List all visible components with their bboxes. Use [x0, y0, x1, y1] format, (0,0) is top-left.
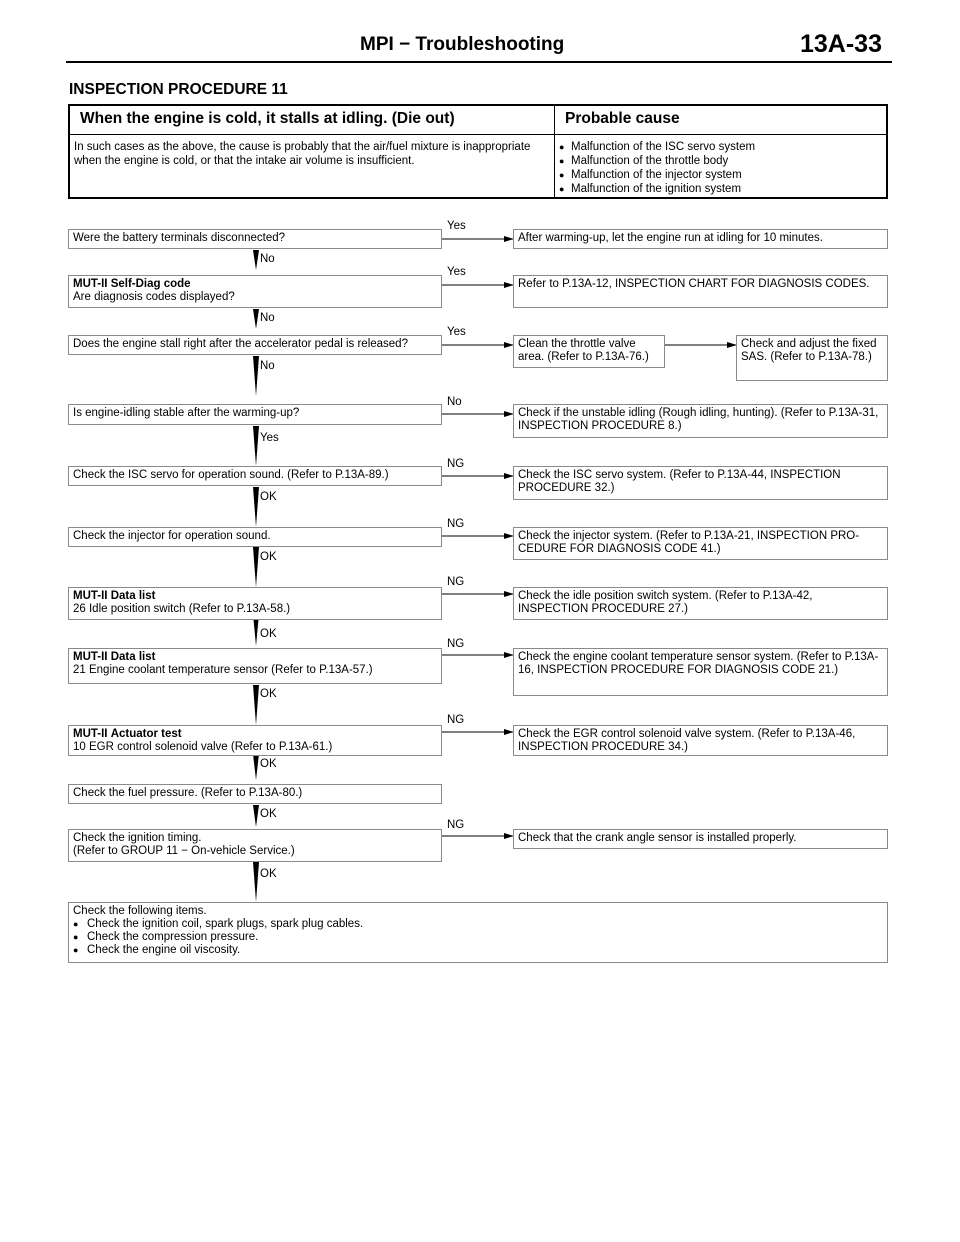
branch-label: Yes: [447, 220, 466, 232]
step-ignition-timing: Check the ignition timing. (Refer to GROUP 11 − On-vehicle Service.): [68, 829, 442, 862]
result-diagnosis-chart: Refer to P.13A-12, INSPECTION CHART FOR DIAGNOSIS CODES.: [513, 275, 888, 308]
next-label: No: [260, 360, 275, 372]
next-label: OK: [260, 758, 277, 770]
result-warm-up-idle: After warming-up, let the engine run at idling for 10 minutes.: [513, 229, 888, 249]
step-battery-terminals: Were the battery terminals disconnected?: [68, 229, 442, 249]
step-isc-servo-sound: Check the ISC servo for operation sound. (Refer to P.13A-89.): [68, 466, 442, 486]
mut-prefix: MUT-II: [73, 590, 108, 602]
page-header-title: MPI − Troubleshooting: [360, 34, 565, 55]
step-fuel-pressure: Check the fuel pressure. (Refer to P.13A-80.): [68, 784, 442, 804]
next-label: No: [260, 312, 275, 324]
next-label: No: [260, 253, 275, 265]
next-label: Yes: [260, 432, 279, 444]
result-idle-switch-system: Check the idle position switch system. (Refer to P.13A-42, INSPECTION PROCEDURE 27.): [513, 587, 888, 620]
final-item: ● Check the engine oil viscosity.: [73, 944, 883, 957]
final-item: ● Check the compression pressure.: [73, 931, 883, 944]
next-label: OK: [260, 491, 277, 503]
branch-label: NG: [447, 458, 465, 470]
mut-prefix: MUT-II: [73, 651, 108, 663]
cause-item: ● Malfunction of the throttle body: [559, 154, 882, 168]
mut-prefix: MUT-II: [73, 728, 108, 740]
final-item: ● Check the ignition coil, spark plugs, spark plug cables.: [73, 918, 883, 931]
symptom-description: In such cases as the above, the cause is probably that the air/fuel mixture is inappropriate when the engine is cold, or that the intake air volume is insufficient.: [74, 141, 531, 167]
cause-item: ● Malfunction of the ISC servo system: [559, 140, 882, 154]
page-number: 13A-33: [800, 30, 882, 58]
mut-prefix: MUT-II: [73, 278, 108, 290]
branch-label: NG: [447, 638, 465, 650]
branch-label: NG: [447, 819, 465, 831]
result-isc-servo-system: Check the ISC servo system. (Refer to P.13A-44, INSPECTION PROCEDURE 32.): [513, 466, 888, 500]
final-check-items: [68, 902, 888, 963]
branch-label: NG: [447, 518, 465, 530]
next-label: OK: [260, 868, 277, 880]
step-injector-sound: Check the injector for operation sound.: [68, 527, 442, 547]
result-clean-throttle: Clean the throttle valve area. (Refer to P.13A-76.): [513, 335, 665, 368]
result-egr-system: Check the EGR control solenoid valve system. (Refer to P.13A-46, INSPECTION PROCEDURE 34.): [513, 725, 888, 756]
next-label: OK: [260, 808, 277, 820]
step-stall-after-pedal: Does the engine stall right after the accelerator pedal is released?: [68, 335, 442, 355]
result-unstable-idling: Check if the unstable idling (Rough idling, hunting). (Refer to P.13A-31, INSPECTION PROCEDURE 8.): [513, 404, 888, 438]
final-title: Check the following items.: [73, 905, 207, 917]
branch-label: NG: [447, 714, 465, 726]
cause-item: ● Malfunction of the injector system: [559, 168, 882, 182]
step-coolant-temp-sensor: MUT-II Data list 21 Engine coolant temperature sensor (Refer to P.13A-57.): [68, 648, 442, 684]
step-egr-solenoid: MUT-II Actuator test 10 EGR control solenoid valve (Refer to P.13A-61.): [68, 725, 442, 756]
next-label: OK: [260, 688, 277, 700]
next-label: OK: [260, 551, 277, 563]
result-crank-angle-sensor: Check that the crank angle sensor is installed properly.: [513, 829, 888, 849]
result-coolant-sensor-system: Check the engine coolant temperature sensor system. (Refer to P.13A-16, INSPECTION PROCEDURE FOR DIAGNOSIS CODE 21.): [513, 648, 888, 696]
branch-label: Yes: [447, 266, 466, 278]
cause-header: Probable cause: [555, 106, 886, 135]
cause-item: ● Malfunction of the ignition system: [559, 182, 882, 196]
step-self-diag: MUT-II Self-Diag code Are diagnosis codes displayed?: [68, 275, 442, 308]
symptom-header: When the engine is cold, it stalls at idling. (Die out): [70, 106, 554, 135]
next-label: OK: [260, 628, 277, 640]
step-idle-stable: Is engine-idling stable after the warming-up?: [68, 404, 442, 425]
result-injector-system: Check the injector system. (Refer to P.13A-21, INSPECTION PRO-CEDURE FOR DIAGNOSIS CODE 41.): [513, 527, 888, 560]
branch-label: Yes: [447, 326, 466, 338]
step-idle-position-switch: MUT-II Data list 26 Idle position switch (Refer to P.13A-58.): [68, 587, 442, 620]
branch-label: NG: [447, 576, 465, 588]
result-adjust-sas: Check and adjust the fixed SAS. (Refer to P.13A-78.): [736, 335, 888, 381]
branch-label: No: [447, 396, 462, 408]
procedure-title: INSPECTION PROCEDURE 11: [69, 81, 288, 98]
